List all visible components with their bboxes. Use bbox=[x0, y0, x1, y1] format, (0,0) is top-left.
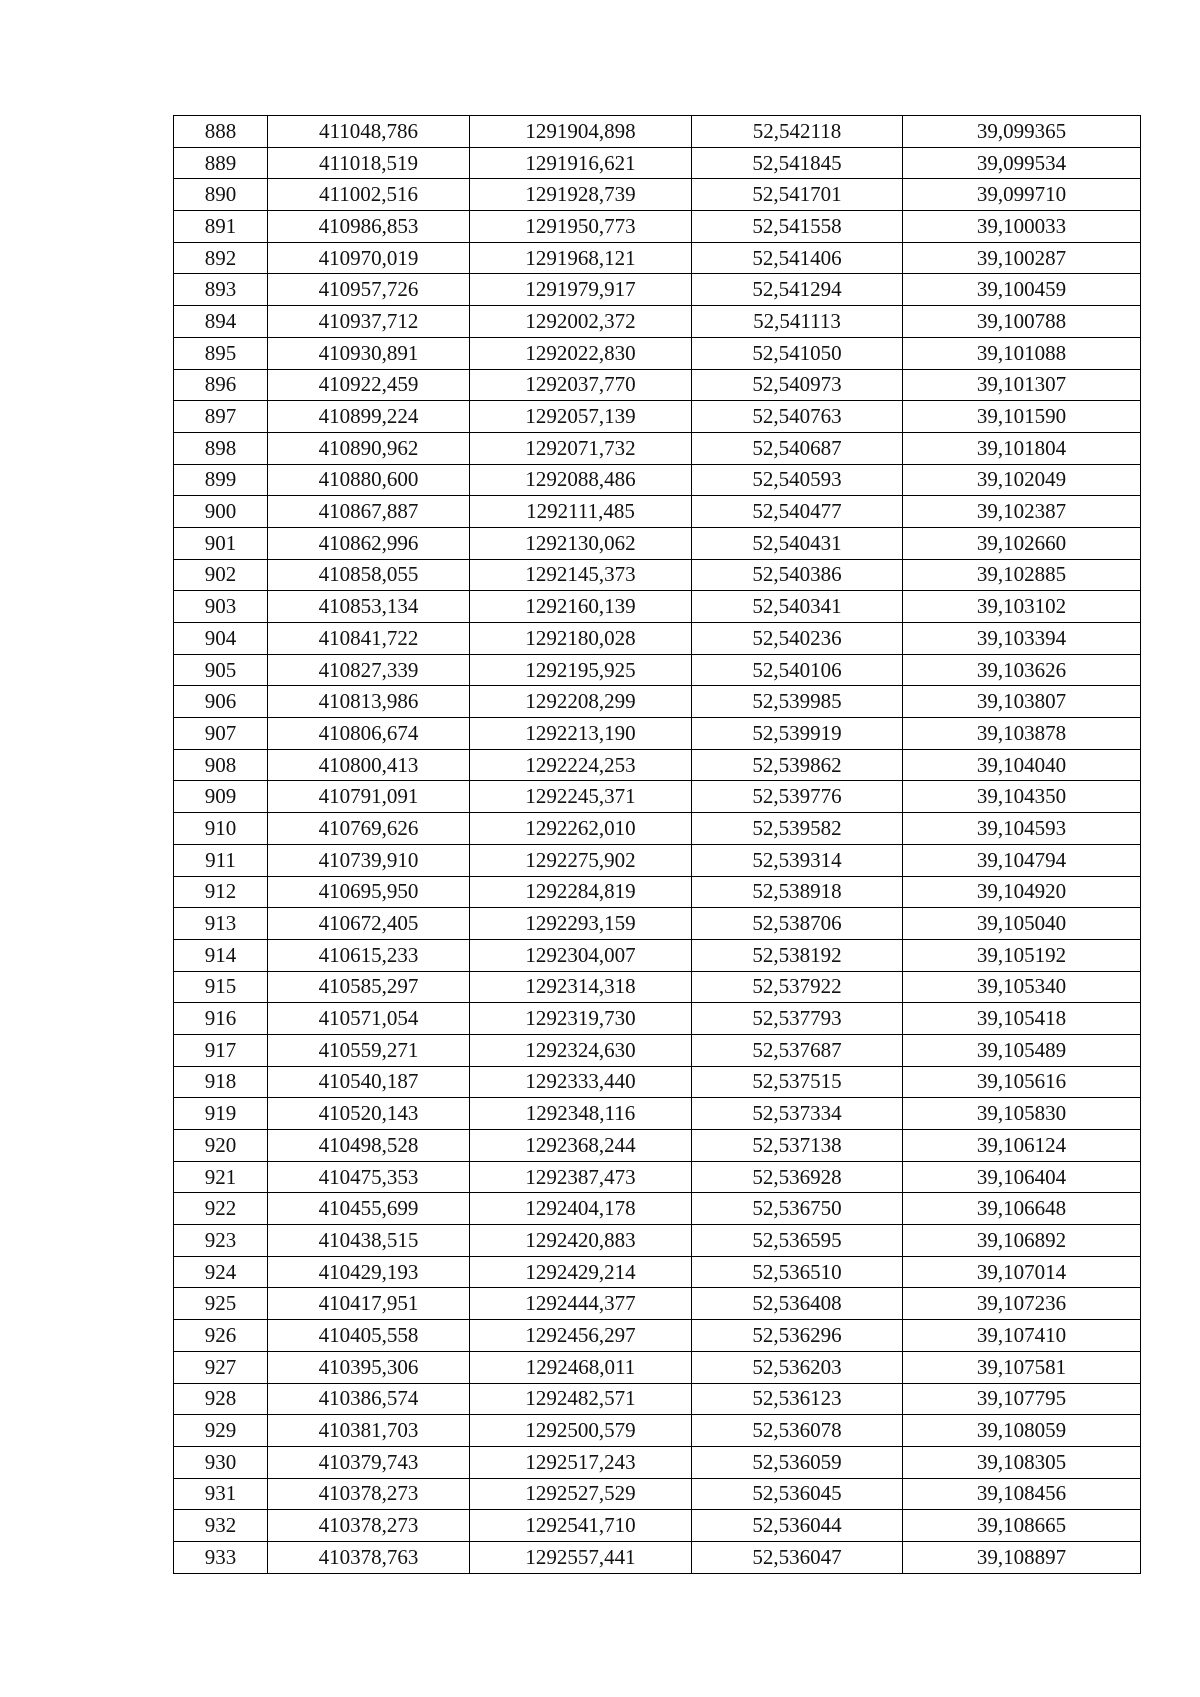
point-number-cell: 905 bbox=[174, 654, 268, 686]
longitude-cell: 39,103878 bbox=[903, 718, 1141, 750]
longitude-cell: 39,107014 bbox=[903, 1256, 1141, 1288]
table-row bbox=[174, 781, 1141, 813]
point-number-cell: 915 bbox=[174, 971, 268, 1003]
longitude-cell: 39,099534 bbox=[903, 147, 1141, 179]
y-coordinate-cell: 1292293,159 bbox=[470, 908, 692, 940]
longitude-cell: 39,107410 bbox=[903, 1320, 1141, 1352]
x-coordinate-cell: 410800,413 bbox=[268, 749, 470, 781]
longitude-cell: 39,106124 bbox=[903, 1130, 1141, 1162]
table-row bbox=[174, 654, 1141, 686]
x-coordinate-cell: 410695,950 bbox=[268, 876, 470, 908]
latitude-cell: 52,540973 bbox=[692, 369, 903, 401]
latitude-cell: 52,541294 bbox=[692, 274, 903, 306]
latitude-cell: 52,536203 bbox=[692, 1351, 903, 1383]
longitude-cell: 39,100287 bbox=[903, 242, 1141, 274]
table-row bbox=[174, 242, 1141, 274]
x-coordinate-cell: 410827,339 bbox=[268, 654, 470, 686]
point-number-cell: 923 bbox=[174, 1225, 268, 1257]
point-number-cell: 907 bbox=[174, 718, 268, 750]
y-coordinate-cell: 1292130,062 bbox=[470, 527, 692, 559]
table-row bbox=[174, 116, 1141, 148]
latitude-cell: 52,542118 bbox=[692, 116, 903, 148]
point-number-cell: 910 bbox=[174, 813, 268, 845]
x-coordinate-cell: 410540,187 bbox=[268, 1066, 470, 1098]
y-coordinate-cell: 1292468,011 bbox=[470, 1351, 692, 1383]
y-coordinate-cell: 1292304,007 bbox=[470, 939, 692, 971]
longitude-cell: 39,105192 bbox=[903, 939, 1141, 971]
point-number-cell: 913 bbox=[174, 908, 268, 940]
point-number-cell: 933 bbox=[174, 1541, 268, 1573]
longitude-cell: 39,103807 bbox=[903, 686, 1141, 718]
latitude-cell: 52,539776 bbox=[692, 781, 903, 813]
latitude-cell: 52,540431 bbox=[692, 527, 903, 559]
table-row bbox=[174, 369, 1141, 401]
longitude-cell: 39,104593 bbox=[903, 813, 1141, 845]
y-coordinate-cell: 1292262,010 bbox=[470, 813, 692, 845]
y-coordinate-cell: 1292456,297 bbox=[470, 1320, 692, 1352]
latitude-cell: 52,540763 bbox=[692, 401, 903, 433]
y-coordinate-cell: 1292111,485 bbox=[470, 496, 692, 528]
table-row bbox=[174, 718, 1141, 750]
latitude-cell: 52,536296 bbox=[692, 1320, 903, 1352]
longitude-cell: 39,103394 bbox=[903, 623, 1141, 655]
point-number-cell: 896 bbox=[174, 369, 268, 401]
longitude-cell: 39,101590 bbox=[903, 401, 1141, 433]
x-coordinate-cell: 410970,019 bbox=[268, 242, 470, 274]
x-coordinate-cell: 410378,273 bbox=[268, 1478, 470, 1510]
table-row bbox=[174, 1256, 1141, 1288]
y-coordinate-cell: 1292482,571 bbox=[470, 1383, 692, 1415]
longitude-cell: 39,108059 bbox=[903, 1415, 1141, 1447]
x-coordinate-cell: 410858,055 bbox=[268, 559, 470, 591]
y-coordinate-cell: 1292180,028 bbox=[470, 623, 692, 655]
point-number-cell: 931 bbox=[174, 1478, 268, 1510]
x-coordinate-cell: 410475,353 bbox=[268, 1161, 470, 1193]
point-number-cell: 904 bbox=[174, 623, 268, 655]
x-coordinate-cell: 411048,786 bbox=[268, 116, 470, 148]
point-number-cell: 920 bbox=[174, 1130, 268, 1162]
longitude-cell: 39,101088 bbox=[903, 337, 1141, 369]
table-row bbox=[174, 1415, 1141, 1447]
table-row bbox=[174, 401, 1141, 433]
latitude-cell: 52,540341 bbox=[692, 591, 903, 623]
point-number-cell: 911 bbox=[174, 844, 268, 876]
y-coordinate-cell: 1292145,373 bbox=[470, 559, 692, 591]
point-number-cell: 902 bbox=[174, 559, 268, 591]
y-coordinate-cell: 1291950,773 bbox=[470, 211, 692, 243]
x-coordinate-cell: 410791,091 bbox=[268, 781, 470, 813]
point-number-cell: 891 bbox=[174, 211, 268, 243]
table-row bbox=[174, 337, 1141, 369]
table-row bbox=[174, 686, 1141, 718]
table-row bbox=[174, 844, 1141, 876]
longitude-cell: 39,101307 bbox=[903, 369, 1141, 401]
y-coordinate-cell: 1292420,883 bbox=[470, 1225, 692, 1257]
coordinates-table-body bbox=[174, 116, 1141, 1574]
latitude-cell: 52,540593 bbox=[692, 464, 903, 496]
y-coordinate-cell: 1292404,178 bbox=[470, 1193, 692, 1225]
latitude-cell: 52,536047 bbox=[692, 1541, 903, 1573]
latitude-cell: 52,536123 bbox=[692, 1383, 903, 1415]
point-number-cell: 930 bbox=[174, 1446, 268, 1478]
x-coordinate-cell: 410853,134 bbox=[268, 591, 470, 623]
x-coordinate-cell: 411002,516 bbox=[268, 179, 470, 211]
y-coordinate-cell: 1292071,732 bbox=[470, 432, 692, 464]
longitude-cell: 39,102049 bbox=[903, 464, 1141, 496]
point-number-cell: 906 bbox=[174, 686, 268, 718]
x-coordinate-cell: 410806,674 bbox=[268, 718, 470, 750]
point-number-cell: 917 bbox=[174, 1034, 268, 1066]
latitude-cell: 52,536510 bbox=[692, 1256, 903, 1288]
latitude-cell: 52,541558 bbox=[692, 211, 903, 243]
longitude-cell: 39,105040 bbox=[903, 908, 1141, 940]
x-coordinate-cell: 410559,271 bbox=[268, 1034, 470, 1066]
x-coordinate-cell: 410455,699 bbox=[268, 1193, 470, 1225]
latitude-cell: 52,540386 bbox=[692, 559, 903, 591]
y-coordinate-cell: 1292557,441 bbox=[470, 1541, 692, 1573]
y-coordinate-cell: 1292348,116 bbox=[470, 1098, 692, 1130]
latitude-cell: 52,541845 bbox=[692, 147, 903, 179]
x-coordinate-cell: 410986,853 bbox=[268, 211, 470, 243]
longitude-cell: 39,103102 bbox=[903, 591, 1141, 623]
table-row bbox=[174, 432, 1141, 464]
point-number-cell: 916 bbox=[174, 1003, 268, 1035]
table-row bbox=[174, 971, 1141, 1003]
point-number-cell: 909 bbox=[174, 781, 268, 813]
y-coordinate-cell: 1292275,902 bbox=[470, 844, 692, 876]
latitude-cell: 52,541113 bbox=[692, 306, 903, 338]
x-coordinate-cell: 410937,712 bbox=[268, 306, 470, 338]
longitude-cell: 39,099710 bbox=[903, 179, 1141, 211]
x-coordinate-cell: 410813,986 bbox=[268, 686, 470, 718]
y-coordinate-cell: 1292057,139 bbox=[470, 401, 692, 433]
table-row bbox=[174, 1478, 1141, 1510]
table-row bbox=[174, 1541, 1141, 1573]
table-row bbox=[174, 559, 1141, 591]
y-coordinate-cell: 1292037,770 bbox=[470, 369, 692, 401]
y-coordinate-cell: 1292208,299 bbox=[470, 686, 692, 718]
x-coordinate-cell: 410922,459 bbox=[268, 369, 470, 401]
latitude-cell: 52,538192 bbox=[692, 939, 903, 971]
table-row bbox=[174, 749, 1141, 781]
longitude-cell: 39,104794 bbox=[903, 844, 1141, 876]
longitude-cell: 39,102660 bbox=[903, 527, 1141, 559]
longitude-cell: 39,106892 bbox=[903, 1225, 1141, 1257]
point-number-cell: 914 bbox=[174, 939, 268, 971]
latitude-cell: 52,536928 bbox=[692, 1161, 903, 1193]
coordinates-table bbox=[173, 115, 1141, 1574]
x-coordinate-cell: 410571,054 bbox=[268, 1003, 470, 1035]
y-coordinate-cell: 1292002,372 bbox=[470, 306, 692, 338]
y-coordinate-cell: 1291928,739 bbox=[470, 179, 692, 211]
longitude-cell: 39,105616 bbox=[903, 1066, 1141, 1098]
y-coordinate-cell: 1292444,377 bbox=[470, 1288, 692, 1320]
longitude-cell: 39,108897 bbox=[903, 1541, 1141, 1573]
latitude-cell: 52,539919 bbox=[692, 718, 903, 750]
latitude-cell: 52,541701 bbox=[692, 179, 903, 211]
y-coordinate-cell: 1291968,121 bbox=[470, 242, 692, 274]
x-coordinate-cell: 411018,519 bbox=[268, 147, 470, 179]
x-coordinate-cell: 410615,233 bbox=[268, 939, 470, 971]
y-coordinate-cell: 1291979,917 bbox=[470, 274, 692, 306]
point-number-cell: 898 bbox=[174, 432, 268, 464]
x-coordinate-cell: 410417,951 bbox=[268, 1288, 470, 1320]
x-coordinate-cell: 410867,887 bbox=[268, 496, 470, 528]
table-row bbox=[174, 1446, 1141, 1478]
longitude-cell: 39,106404 bbox=[903, 1161, 1141, 1193]
y-coordinate-cell: 1292368,244 bbox=[470, 1130, 692, 1162]
table-row bbox=[174, 274, 1141, 306]
latitude-cell: 52,536044 bbox=[692, 1510, 903, 1542]
longitude-cell: 39,104920 bbox=[903, 876, 1141, 908]
table-row bbox=[174, 623, 1141, 655]
y-coordinate-cell: 1292088,486 bbox=[470, 464, 692, 496]
point-number-cell: 908 bbox=[174, 749, 268, 781]
x-coordinate-cell: 410378,763 bbox=[268, 1541, 470, 1573]
x-coordinate-cell: 410395,306 bbox=[268, 1351, 470, 1383]
point-number-cell: 903 bbox=[174, 591, 268, 623]
table-row bbox=[174, 591, 1141, 623]
longitude-cell: 39,107795 bbox=[903, 1383, 1141, 1415]
point-number-cell: 932 bbox=[174, 1510, 268, 1542]
latitude-cell: 52,539862 bbox=[692, 749, 903, 781]
longitude-cell: 39,099365 bbox=[903, 116, 1141, 148]
longitude-cell: 39,108456 bbox=[903, 1478, 1141, 1510]
latitude-cell: 52,540687 bbox=[692, 432, 903, 464]
point-number-cell: 922 bbox=[174, 1193, 268, 1225]
x-coordinate-cell: 410429,193 bbox=[268, 1256, 470, 1288]
x-coordinate-cell: 410378,273 bbox=[268, 1510, 470, 1542]
y-coordinate-cell: 1292500,579 bbox=[470, 1415, 692, 1447]
longitude-cell: 39,107581 bbox=[903, 1351, 1141, 1383]
longitude-cell: 39,104350 bbox=[903, 781, 1141, 813]
latitude-cell: 52,537138 bbox=[692, 1130, 903, 1162]
x-coordinate-cell: 410498,528 bbox=[268, 1130, 470, 1162]
latitude-cell: 52,541406 bbox=[692, 242, 903, 274]
longitude-cell: 39,105489 bbox=[903, 1034, 1141, 1066]
x-coordinate-cell: 410862,996 bbox=[268, 527, 470, 559]
point-number-cell: 925 bbox=[174, 1288, 268, 1320]
point-number-cell: 897 bbox=[174, 401, 268, 433]
latitude-cell: 52,536059 bbox=[692, 1446, 903, 1478]
longitude-cell: 39,101804 bbox=[903, 432, 1141, 464]
latitude-cell: 52,538706 bbox=[692, 908, 903, 940]
table-row bbox=[174, 527, 1141, 559]
table-row bbox=[174, 1003, 1141, 1035]
y-coordinate-cell: 1292429,214 bbox=[470, 1256, 692, 1288]
x-coordinate-cell: 410438,515 bbox=[268, 1225, 470, 1257]
point-number-cell: 901 bbox=[174, 527, 268, 559]
point-number-cell: 894 bbox=[174, 306, 268, 338]
x-coordinate-cell: 410379,743 bbox=[268, 1446, 470, 1478]
table-row bbox=[174, 1066, 1141, 1098]
point-number-cell: 900 bbox=[174, 496, 268, 528]
longitude-cell: 39,100033 bbox=[903, 211, 1141, 243]
x-coordinate-cell: 410405,558 bbox=[268, 1320, 470, 1352]
table-row bbox=[174, 306, 1141, 338]
latitude-cell: 52,540477 bbox=[692, 496, 903, 528]
longitude-cell: 39,104040 bbox=[903, 749, 1141, 781]
y-coordinate-cell: 1292319,730 bbox=[470, 1003, 692, 1035]
table-row bbox=[174, 813, 1141, 845]
x-coordinate-cell: 410386,574 bbox=[268, 1383, 470, 1415]
latitude-cell: 52,537334 bbox=[692, 1098, 903, 1130]
x-coordinate-cell: 410930,891 bbox=[268, 337, 470, 369]
table-row bbox=[174, 876, 1141, 908]
table-row bbox=[174, 908, 1141, 940]
y-coordinate-cell: 1292213,190 bbox=[470, 718, 692, 750]
y-coordinate-cell: 1291904,898 bbox=[470, 116, 692, 148]
latitude-cell: 52,541050 bbox=[692, 337, 903, 369]
point-number-cell: 927 bbox=[174, 1351, 268, 1383]
latitude-cell: 52,539985 bbox=[692, 686, 903, 718]
y-coordinate-cell: 1292195,925 bbox=[470, 654, 692, 686]
longitude-cell: 39,100788 bbox=[903, 306, 1141, 338]
latitude-cell: 52,536078 bbox=[692, 1415, 903, 1447]
point-number-cell: 929 bbox=[174, 1415, 268, 1447]
x-coordinate-cell: 410957,726 bbox=[268, 274, 470, 306]
point-number-cell: 888 bbox=[174, 116, 268, 148]
table-row bbox=[174, 1225, 1141, 1257]
longitude-cell: 39,100459 bbox=[903, 274, 1141, 306]
x-coordinate-cell: 410769,626 bbox=[268, 813, 470, 845]
latitude-cell: 52,538918 bbox=[692, 876, 903, 908]
point-number-cell: 892 bbox=[174, 242, 268, 274]
latitude-cell: 52,536750 bbox=[692, 1193, 903, 1225]
table-row bbox=[174, 147, 1141, 179]
point-number-cell: 919 bbox=[174, 1098, 268, 1130]
latitude-cell: 52,539314 bbox=[692, 844, 903, 876]
y-coordinate-cell: 1292324,630 bbox=[470, 1034, 692, 1066]
point-number-cell: 893 bbox=[174, 274, 268, 306]
table-row bbox=[174, 1193, 1141, 1225]
x-coordinate-cell: 410880,600 bbox=[268, 464, 470, 496]
point-number-cell: 926 bbox=[174, 1320, 268, 1352]
longitude-cell: 39,106648 bbox=[903, 1193, 1141, 1225]
table-row bbox=[174, 496, 1141, 528]
table-row bbox=[174, 1288, 1141, 1320]
longitude-cell: 39,107236 bbox=[903, 1288, 1141, 1320]
point-number-cell: 928 bbox=[174, 1383, 268, 1415]
y-coordinate-cell: 1292333,440 bbox=[470, 1066, 692, 1098]
table-row bbox=[174, 1510, 1141, 1542]
x-coordinate-cell: 410841,722 bbox=[268, 623, 470, 655]
y-coordinate-cell: 1292517,243 bbox=[470, 1446, 692, 1478]
table-row bbox=[174, 211, 1141, 243]
x-coordinate-cell: 410520,143 bbox=[268, 1098, 470, 1130]
table-row bbox=[174, 1034, 1141, 1066]
longitude-cell: 39,108305 bbox=[903, 1446, 1141, 1478]
table-row bbox=[174, 1130, 1141, 1162]
point-number-cell: 890 bbox=[174, 179, 268, 211]
y-coordinate-cell: 1291916,621 bbox=[470, 147, 692, 179]
table-row bbox=[174, 1098, 1141, 1130]
table-row bbox=[174, 1383, 1141, 1415]
latitude-cell: 52,537793 bbox=[692, 1003, 903, 1035]
longitude-cell: 39,103626 bbox=[903, 654, 1141, 686]
longitude-cell: 39,105830 bbox=[903, 1098, 1141, 1130]
latitude-cell: 52,536595 bbox=[692, 1225, 903, 1257]
table-row bbox=[174, 1320, 1141, 1352]
point-number-cell: 889 bbox=[174, 147, 268, 179]
latitude-cell: 52,540236 bbox=[692, 623, 903, 655]
latitude-cell: 52,536045 bbox=[692, 1478, 903, 1510]
table-row bbox=[174, 1351, 1141, 1383]
table-row bbox=[174, 939, 1141, 971]
longitude-cell: 39,102387 bbox=[903, 496, 1141, 528]
point-number-cell: 899 bbox=[174, 464, 268, 496]
x-coordinate-cell: 410672,405 bbox=[268, 908, 470, 940]
y-coordinate-cell: 1292224,253 bbox=[470, 749, 692, 781]
longitude-cell: 39,102885 bbox=[903, 559, 1141, 591]
x-coordinate-cell: 410899,224 bbox=[268, 401, 470, 433]
latitude-cell: 52,536408 bbox=[692, 1288, 903, 1320]
y-coordinate-cell: 1292527,529 bbox=[470, 1478, 692, 1510]
latitude-cell: 52,537515 bbox=[692, 1066, 903, 1098]
y-coordinate-cell: 1292314,318 bbox=[470, 971, 692, 1003]
x-coordinate-cell: 410585,297 bbox=[268, 971, 470, 1003]
y-coordinate-cell: 1292387,473 bbox=[470, 1161, 692, 1193]
x-coordinate-cell: 410890,962 bbox=[268, 432, 470, 464]
latitude-cell: 52,539582 bbox=[692, 813, 903, 845]
y-coordinate-cell: 1292160,139 bbox=[470, 591, 692, 623]
longitude-cell: 39,105340 bbox=[903, 971, 1141, 1003]
point-number-cell: 924 bbox=[174, 1256, 268, 1288]
x-coordinate-cell: 410739,910 bbox=[268, 844, 470, 876]
point-number-cell: 918 bbox=[174, 1066, 268, 1098]
y-coordinate-cell: 1292541,710 bbox=[470, 1510, 692, 1542]
table-row bbox=[174, 1161, 1141, 1193]
point-number-cell: 895 bbox=[174, 337, 268, 369]
point-number-cell: 912 bbox=[174, 876, 268, 908]
latitude-cell: 52,537687 bbox=[692, 1034, 903, 1066]
y-coordinate-cell: 1292284,819 bbox=[470, 876, 692, 908]
y-coordinate-cell: 1292245,371 bbox=[470, 781, 692, 813]
point-number-cell: 921 bbox=[174, 1161, 268, 1193]
latitude-cell: 52,537922 bbox=[692, 971, 903, 1003]
y-coordinate-cell: 1292022,830 bbox=[470, 337, 692, 369]
table-row bbox=[174, 179, 1141, 211]
longitude-cell: 39,105418 bbox=[903, 1003, 1141, 1035]
x-coordinate-cell: 410381,703 bbox=[268, 1415, 470, 1447]
latitude-cell: 52,540106 bbox=[692, 654, 903, 686]
table-row bbox=[174, 464, 1141, 496]
longitude-cell: 39,108665 bbox=[903, 1510, 1141, 1542]
